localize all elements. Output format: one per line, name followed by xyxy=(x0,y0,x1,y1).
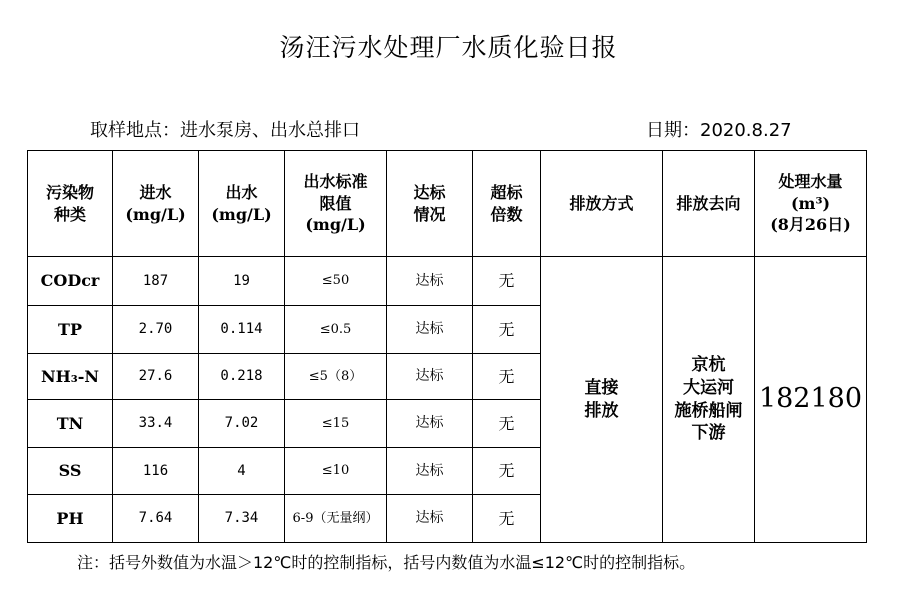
header-effluent: 出水 (mg/L) xyxy=(199,151,285,257)
header-row xyxy=(28,151,867,257)
effluent-value: 7.34 xyxy=(199,495,285,543)
influent-value: 33.4 xyxy=(113,400,199,448)
pollutant-name: NH₃-N xyxy=(28,354,113,400)
effluent-value: 7.02 xyxy=(199,400,285,448)
pollutant-name: CODcr xyxy=(28,257,113,306)
limit-value: ≤0.5 xyxy=(285,306,387,354)
influent-value: 116 xyxy=(113,448,199,495)
exceed-value: 无 xyxy=(473,495,541,543)
report-date: 日期：2020.8.27 xyxy=(646,120,792,141)
header-limit: 出水标准 限值 (mg/L) xyxy=(285,151,387,257)
status-value: 达标 xyxy=(387,448,473,495)
header-discharge-method: 排放方式 xyxy=(541,151,663,257)
water-quality-table xyxy=(27,150,867,543)
sampling-location: 取样地点：进水泵房、出水总排口 xyxy=(90,120,360,141)
pollutant-name: SS xyxy=(28,448,113,495)
influent-value: 7.64 xyxy=(113,495,199,543)
status-value: 达标 xyxy=(387,257,473,306)
limit-value: 6-9（无量纲） xyxy=(285,495,387,543)
pollutant-name: TN xyxy=(28,400,113,448)
header-pollutant: 污染物 种类 xyxy=(28,151,113,257)
effluent-value: 4 xyxy=(199,448,285,495)
status-value: 达标 xyxy=(387,400,473,448)
header-discharge-direction: 排放去向 xyxy=(663,151,755,257)
header-volume: 处理水量 (m³) (8月26日) xyxy=(755,151,867,257)
pollutant-name: PH xyxy=(28,495,113,543)
influent-value: 2.70 xyxy=(113,306,199,354)
effluent-value: 0.218 xyxy=(199,354,285,400)
exceed-value: 无 xyxy=(473,257,541,306)
discharge-direction-cell: 京杭 大运河 施桥船闸 下游 xyxy=(663,257,755,543)
limit-value: ≤15 xyxy=(285,400,387,448)
volume-value: 182180 xyxy=(755,257,867,543)
limit-value: ≤10 xyxy=(285,448,387,495)
effluent-value: 0.114 xyxy=(199,306,285,354)
exceed-value: 无 xyxy=(473,306,541,354)
status-value: 达标 xyxy=(387,495,473,543)
limit-value: ≤50 xyxy=(285,257,387,306)
influent-value: 27.6 xyxy=(113,354,199,400)
effluent-value: 19 xyxy=(199,257,285,306)
exceed-value: 无 xyxy=(473,448,541,495)
footnote: 注：括号外数值为水温＞12℃时的控制指标，括号内数值为水温≤12℃时的控制指标。 xyxy=(77,553,696,572)
pollutant-name: TP xyxy=(28,306,113,354)
header-exceed: 超标 倍数 xyxy=(473,151,541,257)
header-influent: 进水 (mg/L) xyxy=(113,151,199,257)
table-row xyxy=(28,257,867,306)
exceed-value: 无 xyxy=(473,354,541,400)
status-value: 达标 xyxy=(387,306,473,354)
discharge-method-cell: 直接 排放 xyxy=(541,257,663,543)
page-title: 汤汪污水处理厂水质化验日报 xyxy=(279,33,618,62)
exceed-value: 无 xyxy=(473,400,541,448)
influent-value: 187 xyxy=(113,257,199,306)
header-status: 达标 情况 xyxy=(387,151,473,257)
status-value: 达标 xyxy=(387,354,473,400)
limit-value: ≤5（8） xyxy=(285,354,387,400)
